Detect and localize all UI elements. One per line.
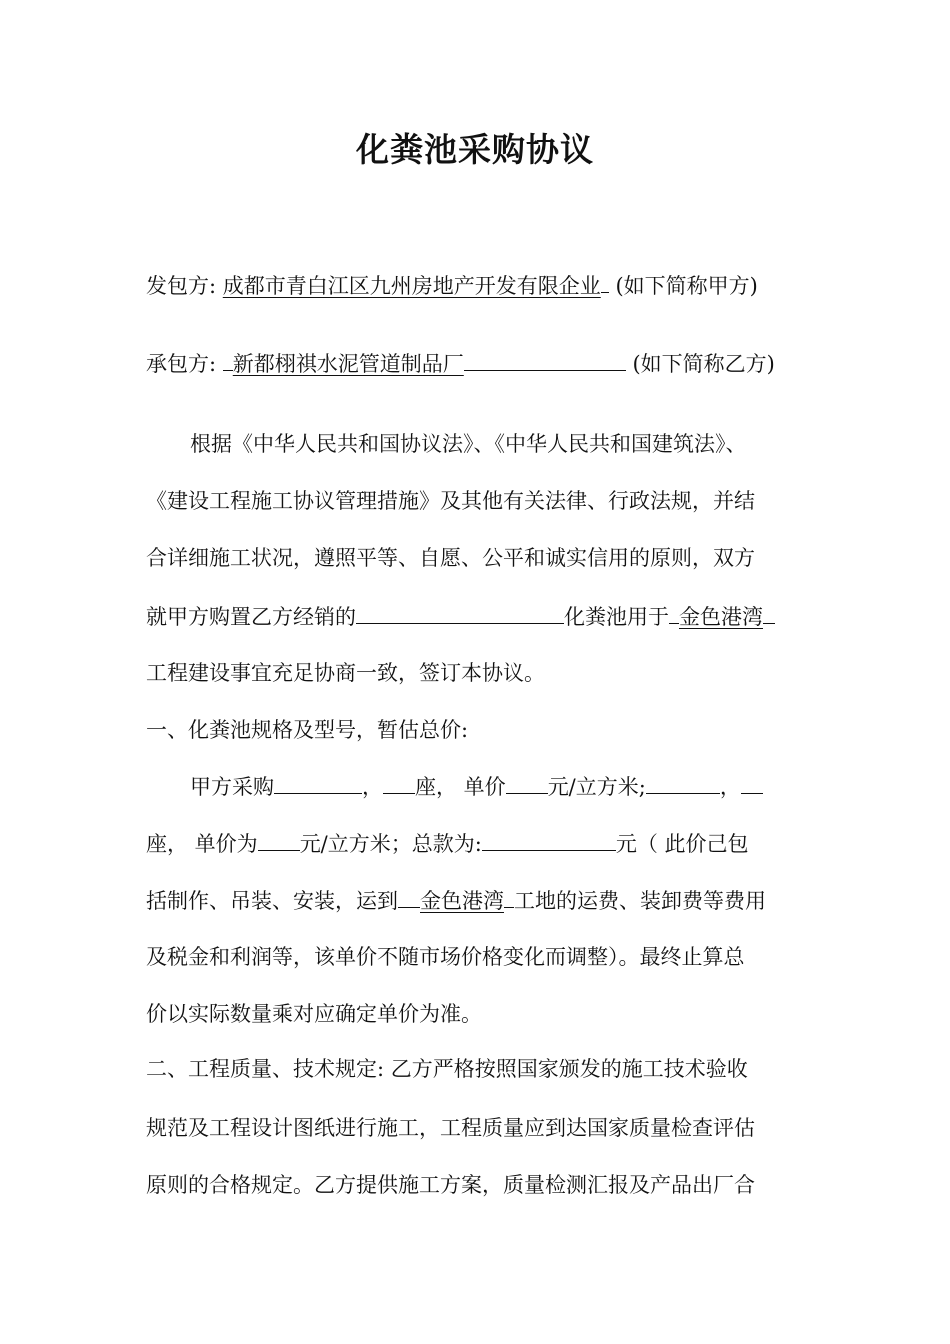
- section-1-line-3-b: 工地的运费、装卸费等费用: [514, 889, 766, 913]
- preamble-line-4-text-b: 化粪池用于: [564, 605, 669, 629]
- section-1-heading: 一、化粪池规格及型号，暂估总价:: [146, 718, 469, 742]
- section-1-line-2-b: 元/立方米；总款为:: [299, 832, 482, 856]
- project-name: 金色港湾: [679, 605, 763, 629]
- contractor-underline-lead: [223, 348, 233, 371]
- spec-blank-2: [646, 771, 720, 794]
- section-1-line-1-d: 元/立方米;: [547, 775, 646, 799]
- section-2-line-2: 规范及工程设计图纸进行施工，工程质量应到达国家质量检查评估: [146, 1116, 755, 1140]
- section-1-line-3-a: 括制作、吊装、安装，运到: [146, 889, 398, 913]
- project-underline-tail: [763, 601, 775, 624]
- contractor-underline-tail: [464, 348, 626, 371]
- preamble-line-5: 工程建设事宜充足协商一致，签订本协议。: [146, 661, 545, 685]
- product-blank: [356, 601, 564, 624]
- client-suffix: (如下简称甲方): [615, 274, 758, 298]
- contractor-label: 承包方:: [146, 352, 217, 376]
- preamble-line-4: [146, 601, 775, 632]
- client-name: 成都市青白江区九州房地产开发有限企业: [222, 274, 601, 298]
- project-underline-lead: [669, 601, 679, 624]
- contractor-suffix: (如下简称乙方): [632, 352, 775, 376]
- contractor-name: 新都栩祺水泥管道制品厂: [232, 352, 464, 376]
- total-blank: [482, 828, 616, 851]
- section-1-line-5: 价以实际数量乘对应确定单价为准。: [146, 1002, 482, 1026]
- spec-blank-1: [274, 771, 362, 794]
- qty-blank-1: [383, 771, 415, 794]
- section-1-line-2-c: 元（ 此价己包: [615, 832, 749, 856]
- preamble-line-2: 《建设工程施工协议管理措施》及其他有关法律、行政法规，并结: [146, 489, 755, 513]
- preamble-line-4-text-a: 就甲方购置乙方经销的: [146, 605, 356, 629]
- section-1-line-2-a: 座， 单价为: [146, 832, 258, 856]
- site-underline-lead: [398, 885, 420, 908]
- contractor-line: [146, 348, 775, 379]
- client-line: [146, 270, 758, 301]
- section-1-line-3: [146, 885, 766, 916]
- site-underline-tail: [504, 885, 514, 908]
- section-2-line-3: 原则的合格规定。乙方提供施工方案，质量检测汇报及产品出厂合: [146, 1173, 755, 1197]
- preamble-line-1: 根据《中华人民共和国协议法》、《中华人民共和国建筑法》、: [190, 432, 747, 456]
- client-underline-pad: [601, 270, 609, 293]
- price-blank-2: [258, 828, 300, 851]
- section-1-line-1: [190, 771, 763, 802]
- section-1-line-1-e: ，: [719, 775, 741, 799]
- preamble-line-3: 合详细施工状况，遵照平等、自愿、公平和诚实信用的原则，双方: [146, 546, 755, 570]
- price-blank-1: [506, 771, 548, 794]
- client-label: 发包方:: [146, 274, 217, 298]
- section-1-line-4: 及税金和利润等，该单价不随市场价格变化而调整）。最终止算总: [146, 945, 745, 969]
- section-1-line-2: [146, 828, 749, 859]
- section-1-line-1-b: ，: [362, 775, 383, 799]
- document-title: 化粪池采购协议: [356, 130, 594, 169]
- section-2-line-1: 二、工程质量、技术规定: 乙方严格按照国家颁发的施工技术验收: [146, 1057, 748, 1081]
- site-project-name: 金色港湾: [420, 889, 504, 913]
- qty-blank-2: [741, 771, 763, 794]
- section-1-line-1-c: 座， 单价: [415, 775, 506, 799]
- section-1-line-1-a: 甲方采购: [190, 775, 274, 799]
